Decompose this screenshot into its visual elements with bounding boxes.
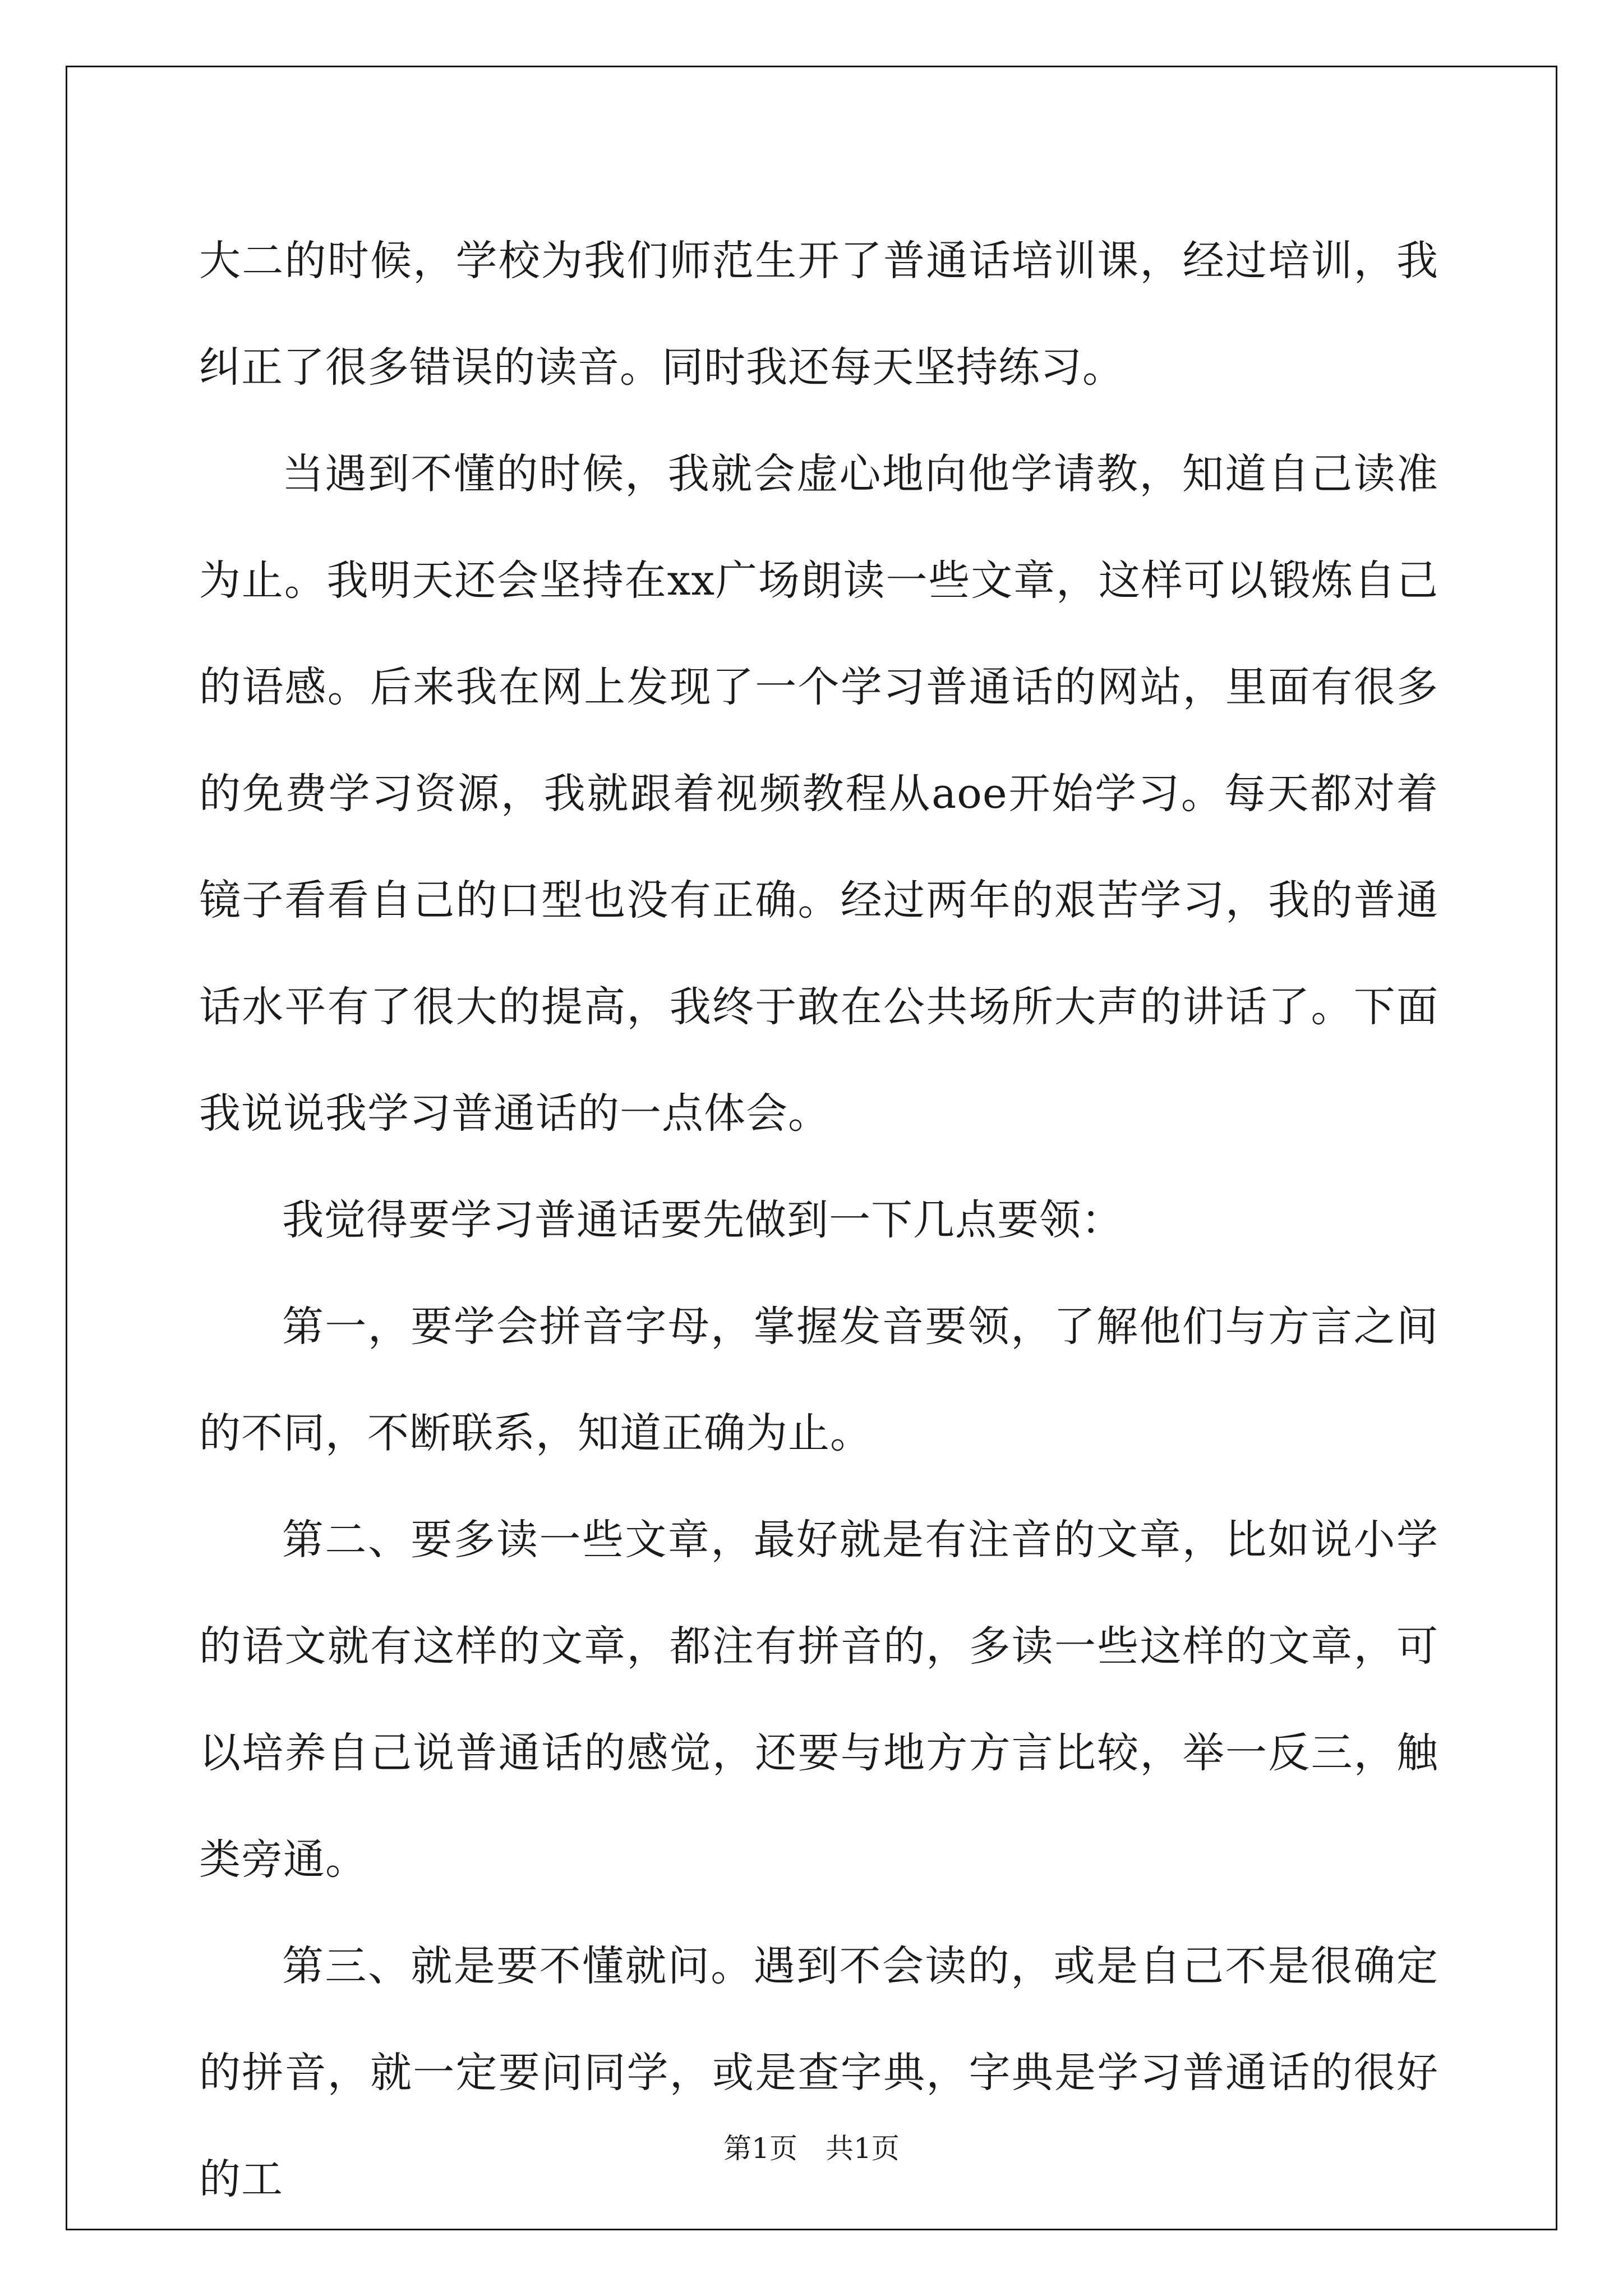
page-total: 共1页: [826, 2132, 900, 2165]
paragraph-5: 第二、要多读一些文章，最好就是有注音的文章，比如说小学的语文就有这样的文章，都注有拼音的，多读一些这样的文章，可以培养自己说普通话的感觉，还要与地方方言比较，举一反三，触类旁通。: [199, 1516, 1438, 1884]
page-number: 第1页: [723, 2132, 797, 2165]
paragraph-6: 第三、就是要不懂就问。遇到不会读的，或是自己不是很确定的拼音，就一定要问同学，或是查字典，字典是学习普通话的很好的工: [199, 1942, 1438, 2203]
paragraph-1: 大二的时候，学校为我们师范生开了普通话培训课，经过培训，我纠正了很多错误的读音。同时我还每天坚持练习。: [199, 237, 1438, 392]
document-body: [199, 208, 1438, 2233]
page-footer: [0, 2132, 1623, 2165]
paragraph-4: 第一，要学会拼音字母，掌握发音要领，了解他们与方言之间的不同，不断联系，知道正确为止。: [199, 1303, 1438, 1457]
paragraph-3: 我觉得要学习普通话要先做到一下几点要领：: [282, 1196, 1123, 1244]
paragraph-2: 当遇到不懂的时候，我就会虚心地向他学请教，知道自己读准为止。我明天还会坚持在xx广场朗读一些文章，这样可以锻炼自己的语感。后来我在网上发现了一个学习普通话的网站，里面有很多的免费学习资源，我就跟着视频教程从aoe开始学习。每天都对着镜子看看自己的口型也没有正确。经过两年的艰苦学习，我的普通话水平有了很大的提高，我终于敢在公共场所大声的讲话了。下面我说说我学习普通话的一点体会。: [199, 450, 1438, 1138]
